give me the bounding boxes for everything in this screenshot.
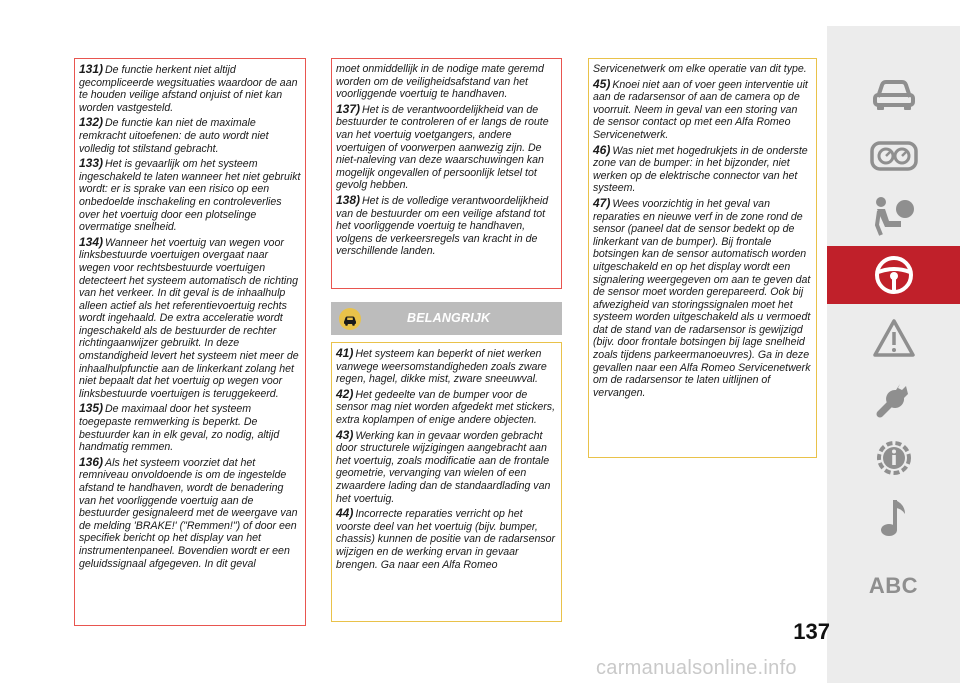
music-note-icon xyxy=(877,496,911,540)
note-text: Het is de verantwoordelijkheid van de bestuurder te controleren of er langs de route van het voertuig voetgangers, andere voertuigen of voorwerpen aanwezig zijn. De niet-naleving van deze waarschuwingen kan mogelijk ongevallen of persoonlijk letsel tot gevolg hebben. xyxy=(336,103,549,192)
note-number: 46) xyxy=(593,142,611,157)
note-number: 137) xyxy=(336,101,361,116)
chapter-sidebar xyxy=(827,26,960,683)
notes-list xyxy=(593,78,812,400)
note-item xyxy=(593,78,812,142)
note-item xyxy=(336,388,557,427)
important-car-icon xyxy=(339,308,361,330)
important-notes-box xyxy=(331,342,562,622)
sidebar-item-multimedia[interactable] xyxy=(827,488,960,548)
note-number: 136) xyxy=(79,454,104,469)
sidebar-item-emergency[interactable] xyxy=(827,308,960,368)
technical-data-icon xyxy=(872,436,916,480)
note-item xyxy=(336,103,557,192)
notes-list xyxy=(336,347,557,571)
note-number: 44) xyxy=(336,506,354,521)
note-text: De maximaal door het systeem toegepaste remwerking is beperkt. De bestuurder kan in elk geval, zo nodig, altijd handmatig remmen. xyxy=(79,403,280,454)
note-item xyxy=(336,429,557,506)
sidebar-item-dashboard[interactable] xyxy=(827,126,960,186)
note-item xyxy=(79,116,301,155)
seat-airbag-icon xyxy=(871,195,917,237)
note-number: 138) xyxy=(336,192,361,207)
note-number: 132) xyxy=(79,115,104,130)
note-number: 42) xyxy=(336,386,354,401)
note-text: Wees voorzichtig in het geval van reparaties en nieuwe verf in de zone rond de sensor (paneel dat de sensor bedekt op de linkerkant van de bumper). Bij frontale botsingen kan de sensor automatisch worden uitgeschakeld en op het display wordt een signalering weergegeven om aan te geven dat de sensor moet worden gerepareerd. Ook bij afwezigheid van storingssignalen moet het systeem worden uitgeschakeld als u vermoedt dat de stand van de radarsensor is gewijzigd (bijv. door frontale botsingen bij lage snelheid zoals tijdens parkeermanoeuvres). Ga in deze gevallen naar een Alfa Romeo Servicenetwerk om de radarsensor te laten uitlijnen of vervangen. xyxy=(593,197,811,399)
warning-triangle-icon xyxy=(872,318,916,358)
note-number: 131) xyxy=(79,62,104,76)
important-banner xyxy=(331,302,562,335)
index-abc-label: ABC xyxy=(868,573,919,598)
note-item xyxy=(336,347,557,386)
car-icon xyxy=(872,77,916,111)
note-text: Was niet met hogedrukjets in de onderste zone van de bumper: in het bijzonder, niet werken op de elektrische connector van het systeem. xyxy=(593,144,808,195)
notes-column-3 xyxy=(588,58,817,458)
wrench-icon xyxy=(872,376,916,420)
note-text: Incorrecte reparaties verricht op het voorste deel van het voertuig (bijv. bumper, chassis) kunnen de positie van de radarsensor wijzigen en de werking ervan in gevaar brengen. Ga naar een Alfa Romeo xyxy=(336,508,556,571)
note-item xyxy=(79,63,301,114)
note-number: 45) xyxy=(593,76,611,91)
note-text: Wanneer het voertuig van wegen voor linksbestuurde voertuigen overgaat naar wegen voor rechtsbestuurde voertuigen detecteert het systeem automatisch de richting van het verkeer. In dit geval is de inhaalhulp alleen actief als het referentievoertuig rechts wordt ingehaald. De extra acceleratie wordt ingeschakeld als de bestuurder de rechter richtingaanwijzer gebruikt. In deze omstandigheid levert het systeem niet meer de inhaalhulpfunctie aan de linkerkant zolang het niet bepaalt dat het voertuig op wegen voor linksbestuurde voertuigen is teruggekeerd. xyxy=(79,236,299,400)
note-number: 47) xyxy=(593,195,611,210)
banner-title: BELANGRIJK xyxy=(407,311,491,325)
sidebar-item-maintenance[interactable] xyxy=(827,368,960,428)
note-text: Het systeem kan beperkt of niet werken vanwege weersomstandigheden zoals zware regen, hagel, dikke mist, zware sneeuwval. xyxy=(336,348,547,386)
note-text: De functie kan niet de maximale remkracht uitoefenen: de auto wordt niet volledig tot stilstand gebracht. xyxy=(79,117,269,155)
notes-column-1 xyxy=(74,58,306,626)
note-text: Knoei niet aan of voer geen interventie uit aan de radarsensor of aan de camera op de voorruit. Neem in geval van een storing van de sensor contact op met een Alfa Romeo Servicenetwerk. xyxy=(593,78,808,141)
page-number: 137 xyxy=(793,619,830,644)
note-item xyxy=(336,507,557,571)
note-text: Het is gevaarlijk om het systeem ingeschakeld te laten wanneer het niet gebruikt wordt: er is sprake van een risico op een onbedoelde inschakeling en controleverlies over het voertuig door een plotselinge overmatige snelheid. xyxy=(79,158,301,234)
note-text: De functie herkent niet altijd gecompliceerde wegsituaties waardoor de aan te houden veilige afstand onjuist of niet kan worden vastgesteld. xyxy=(79,64,298,114)
note-text: Het gedeelte van de bumper voor de sensor mag niet worden afgedekt met stickers, extra koplampen of enige andere objecten. xyxy=(336,388,556,426)
note-text: Werking kan in gevaar worden gebracht door structurele wijzigingen aangebracht aan het voertuig, zoals modificatie aan de frontale geometrie, vervanging van wielen of een zwaardere lading dan de standaardlading van het voertuig. xyxy=(336,429,551,505)
sidebar-item-driving[interactable] xyxy=(827,246,960,304)
note-text: Als het systeem voorziet dat het remniveau onvoldoende is om de ingestelde afstand te handhaven, wordt de benadering van het voorliggende voertuig aan de bestuurder gesignaleerd met de weergave van de melding 'BRAKE!' ("Remmen!") of door een specifiek bericht op het display van het instrumentenpaneel. Bovendien wordt er een geluidssignaal afgegeven. In dit geval xyxy=(79,456,298,570)
note-item xyxy=(79,456,301,570)
note-item xyxy=(79,157,301,234)
note-item xyxy=(336,194,557,258)
sidebar-item-index[interactable] xyxy=(827,556,960,616)
continued-text: Servicenetwerk om elke operatie van dit type. xyxy=(593,63,807,75)
continued-text: moet onmiddellijk in de nodige mate geremd worden om de veiligheidsafstand van het voorliggende voertuig te handhaven. xyxy=(336,63,544,101)
note-number: 133) xyxy=(79,156,104,171)
sidebar-item-car[interactable] xyxy=(827,64,960,124)
note-text: Het is de volledige verantwoordelijkheid van de bestuurder om een veilige afstand tot het voorliggende voertuig te handhaven, volgens de verkeersregels van kracht in de verschillende landen. xyxy=(336,194,549,258)
note-item xyxy=(593,144,812,195)
steering-wheel-icon xyxy=(873,254,915,296)
sidebar-item-safety[interactable] xyxy=(827,186,960,246)
notes-list xyxy=(336,103,557,258)
notes-column-2 xyxy=(331,58,562,289)
note-item xyxy=(593,197,812,400)
note-number: 43) xyxy=(336,427,354,442)
note-number: 135) xyxy=(79,401,104,416)
sidebar-item-technical-data[interactable] xyxy=(827,428,960,488)
watermark: carmanualsonline.info xyxy=(596,657,797,679)
notes-list xyxy=(79,63,301,570)
note-item xyxy=(79,236,301,401)
note-number: 41) xyxy=(336,346,354,360)
note-number: 134) xyxy=(79,234,104,249)
note-item xyxy=(79,402,301,453)
dashboard-gauges-icon xyxy=(870,141,918,171)
